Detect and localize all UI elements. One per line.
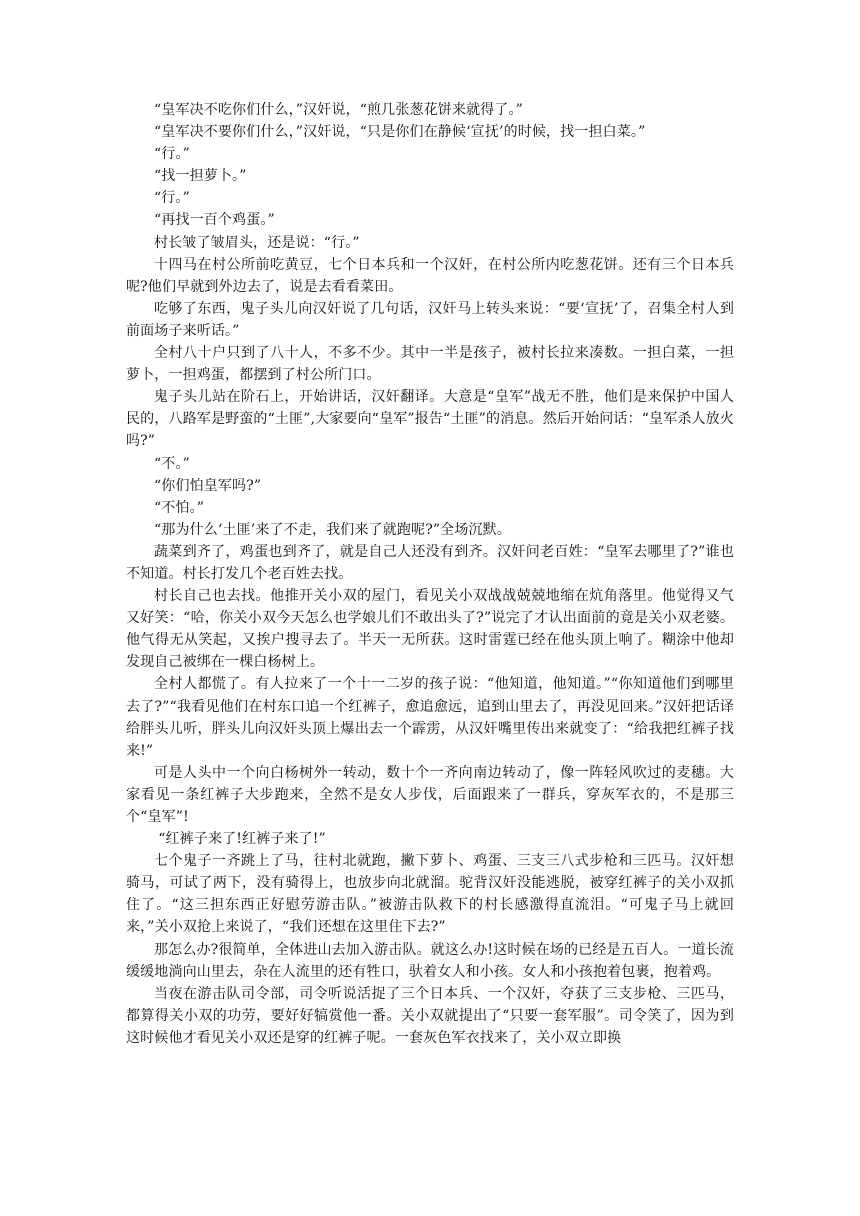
paragraph: “皇军决不吃你们什么，”汉奸说，“煎几张葱花饼来就得了。” bbox=[154, 102, 523, 118]
paragraph: 村长皱了皱眉头，还是说：“行。” bbox=[154, 234, 360, 251]
paragraph: 七个鬼子一齐跳上了马，往村北就跑，撇下萝卜、鸡蛋、三支三八式步枪和三匹马。汉奸想骑马，可试了两下，没有骑得上，也放步向北就溜。驼背汉奸没能逃脱，被穿红裤子的关小双抓住了。“这三担东西正好慰劳游击队。”被游击队救下的村长感激得直流泪。“可鬼子马上就回来，”关小双抢上来说了，“我们还想在这里住下去?” bbox=[126, 853, 734, 936]
paragraph: 蔬菜到齐了，鸡蛋也到齐了，就是自己人还没有到齐。汉奸问老百姓：“皇军去哪里了?”谁也不知道。村长打发几个老百姓去找。 bbox=[126, 543, 734, 582]
paragraph: 十四马在村公所前吃黄豆，七个日本兵和一个汉奸，在村公所内吃葱花饼。还有三个日本兵呢?他们早就到外边去了，说是去看看菜田。 bbox=[126, 256, 734, 295]
paragraph: “不怕。” bbox=[154, 499, 205, 516]
paragraph: 那怎么办?很简单，全体进山去加入游击队。就这么办!这时候在场的已经是五百人。一道长流缓缓地淌向山里去，杂在人流里的还有牲口，驮着女人和小孩。女人和小孩抱着包裹，抱着鸡。 bbox=[126, 941, 734, 980]
paragraph: “行。” bbox=[154, 146, 190, 163]
paragraph: 全村八十户只到了八十人，不多不少。其中一半是孩子，被村长拉来凑数。一担白菜，一担萝卜，一担鸡蛋，都摆到了村公所门口。 bbox=[126, 345, 734, 384]
paragraph: “你们怕皇军吗?” bbox=[154, 477, 262, 494]
paragraph: 鬼子头儿站在阶石上，开始讲话，汉奸翻译。大意是“皇军”战无不胜，他们是来保护中国人民的，八路军是野蛮的“土匪”,大家要向“皇军”报告“土匪”的消息。然后开始问话：“皇军杀人放火吗?” bbox=[126, 389, 734, 450]
story-text bbox=[126, 99, 734, 1049]
paragraph: “不。” bbox=[154, 455, 190, 472]
paragraph: “那为什么‘土匪’来了不走，我们来了就跑呢?”全场沉默。 bbox=[154, 521, 511, 538]
paragraph: “找一担萝卜。” bbox=[154, 168, 247, 185]
paragraph: 村长自己也去找。他推开关小双的屋门，看见关小双战战兢兢地缩在炕角落里。他觉得又气又好笑：“哈，你关小双今天怎么也学娘儿们不敢出头了?”说完了才认出面前的竟是关小双老婆。他气得无从笑起，又挨户搜寻去了。半天一无所获。这时雷霆已经在他头顶上响了。糊涂中他却发现自己被绑在一棵白杨树上。 bbox=[126, 588, 734, 671]
paragraph: “再找一百个鸡蛋。” bbox=[154, 212, 275, 229]
paragraph: “红裤子来了!红裤子来了!” bbox=[158, 831, 326, 848]
paragraph: “行。” bbox=[154, 190, 190, 207]
paragraph: 吃够了东西，鬼子头儿向汉奸说了几句话，汉奸马上转头来说：“要‘宣抚’了，召集全村人到前面场子来听话。” bbox=[126, 300, 734, 339]
paragraph: “皇军决不要你们什么，”汉奸说，“只是你们在静候‘宣抚’的时候，找一担白菜。” bbox=[154, 124, 646, 141]
paragraph: 可是人头中一个向白杨树外一转动，数十个一齐向南边转动了，像一阵轻风吹过的麦穗。大家看见一条红裤子大步跑来，全然不是女人步伐，后面跟来了一群兵，穿灰军衣的，不是那三个“皇军”! bbox=[126, 764, 734, 825]
paragraph: 当夜在游击队司令部，司令听说活捉了三个日本兵、一个汉奸，夺获了三支步枪、三匹马，都算得关小双的功劳，要好好犒赏他一番。关小双就提出了“只要一套军服”。司令笑了，因为到这时候他才看见关小双还是穿的红裤子呢。一套灰色军衣找来了，关小双立即换 bbox=[126, 985, 734, 1046]
paragraph: 全村人都慌了。有人拉来了一个十一二岁的孩子说：“他知道，他知道。”“你知道他们到哪里去了?”“我看见他们在村东口追一个红裤子，愈追愈远，追到山里去了，再没见回来。”汉奸把话译给胖头儿听，胖头儿向汉奸头顶上爆出去一个霹雳，从汉奸嘴里传出来就变了：“给我把红裤子找来!” bbox=[126, 676, 734, 759]
